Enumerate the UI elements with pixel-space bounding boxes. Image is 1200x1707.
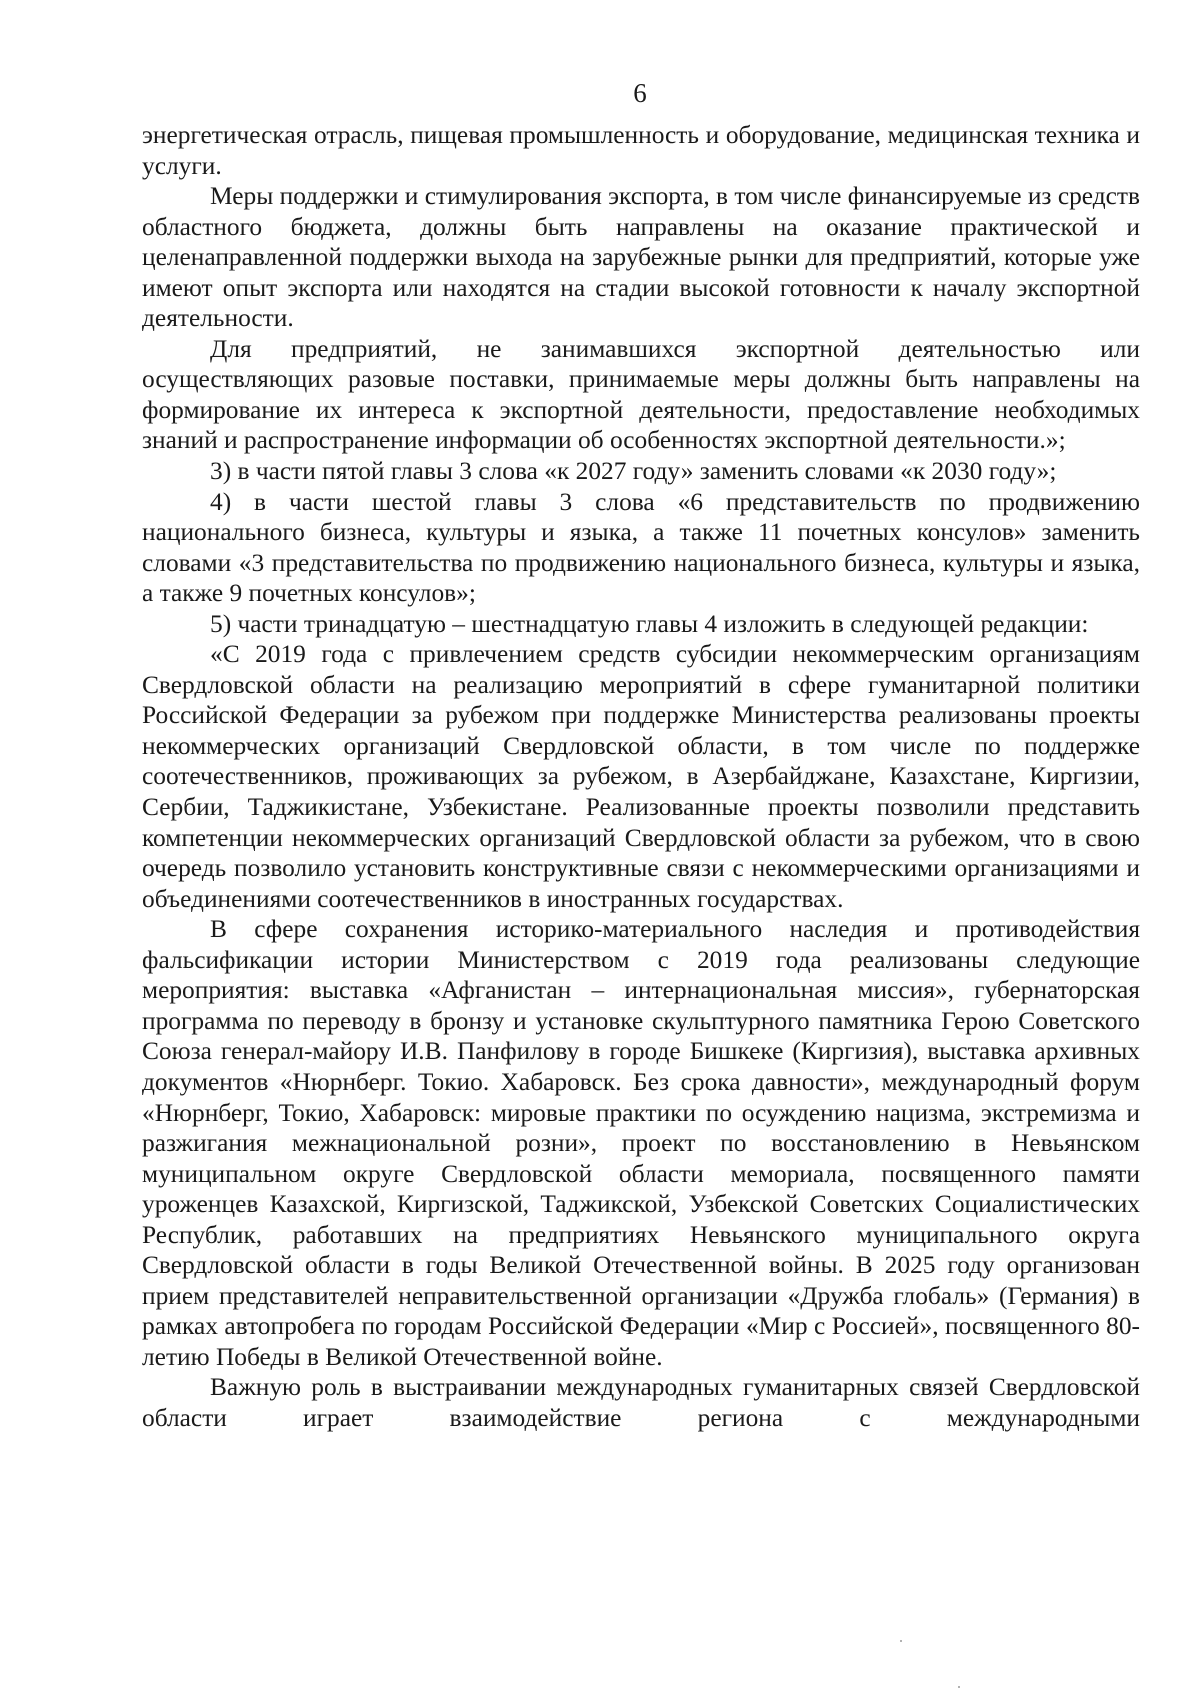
paragraph-non-exporting-enterprises: Для предприятий, не занимавшихся экспортной деятельностью или осуществляющих разовые поставки, принимаемые меры должны быть направлены на формирование их интереса к экспортной деятельности, предоставление необходимых знаний и распространение информации об особенностях экспортной деятельности.»; (142, 334, 1140, 455)
paragraph-subsidy-projects: «С 2019 года с привлечением средств субсидии некоммерческим организациям Свердловской области на реализацию мероприятий в сфере гуманитарной политики Российской Федерации за рубежом при поддержке Министерства реализованы проекты некоммерческих организаций Свердловской области, в том числе по поддержке соотечественников, проживающих за рубежом, в Азербайджане, Казахстане, Киргизии, Сербии, Таджикистане, Узбекистане. Реализованные проекты позволили представить компетенции некоммерческих организаций Свердловской области за рубежом, что в свою очередь позволило установить конструктивные связи с некоммерческими организациями и объединениями соотечественников в иностранных государствах. (142, 640, 1140, 913)
scan-speck (958, 1686, 960, 1688)
paragraph-item-5: 5) части тринадцатую – шестнадцатую главы 4 изложить в следующей редакции: (210, 609, 1089, 638)
paragraph-export-support-measures: Меры поддержки и стимулирования экспорта, в том числе финансируемые из средств областного бюджета, должны быть направлены на оказание практической и целенаправленной поддержки выхода на зарубежные рынки для предприятий, которые уже имеют опыт экспорта или находятся на стадии высокой готовности к началу экспортной деятельности. (142, 182, 1140, 333)
paragraph-export-industries: энергетическая отрасль, пищевая промышленность и оборудование, медицинская техника и услуги. (142, 121, 1140, 180)
scan-speck (900, 1640, 902, 1642)
document-body (142, 120, 1140, 1434)
page-number: 6 (633, 78, 647, 108)
paragraph-humanitarian-ties: Важную роль в выстраивании международных гуманитарных связей Свердловской области играет взаимодействие региона с международными (142, 1373, 1140, 1432)
paragraph-historical-heritage: В сфере сохранения историко-материального наследия и противодействия фальсификации истории Министерством с 2019 года реализованы следующие мероприятия: выставка «Афганистан – интернациональная миссия», губернаторская программа по переводу в бронзу и установке скульптурного памятника Герою Советского Союза генерал-майору И.В. Панфилову в городе Бишкеке (Киргизия), выставка архивных документов «Нюрнберг. Токио. Хабаровск. Без срока давности», международный форум «Нюрнберг, Токио, Хабаровск: мировые практики по осуждению нацизма, экстремизма и разжигания межнациональной розни», проект по восстановлению в Невьянском муниципальном округе Свердловской области мемориала, посвященного памяти уроженцев Казахской, Киргизской, Таджикской, Узбекской Советских Социалистических Республик, работавших на предприятиях Невьянского муниципального округа Свердловской области в годы Великой Отечественной войны. В 2025 году организован прием представителей неправительственной организации «Дружба глобаль» (Германия) в рамках автопробега по городам Российской Федерации «Мир с Россией», посвященного 80-летию Победы в Великой Отечественной войне. (142, 915, 1140, 1371)
paragraph-item-4: 4) в части шестой главы 3 слова «6 представительств по продвижению национального бизнеса, культуры и языка, а также 11 почетных консулов» заменить словами «3 представительства по продвижению национального бизнеса, культуры и языка, а также 9 почетных консулов»; (142, 487, 1140, 608)
paragraph-item-3: 3) в части пятой главы 3 слова «к 2027 году» заменить словами «к 2030 году»; (210, 457, 1057, 486)
